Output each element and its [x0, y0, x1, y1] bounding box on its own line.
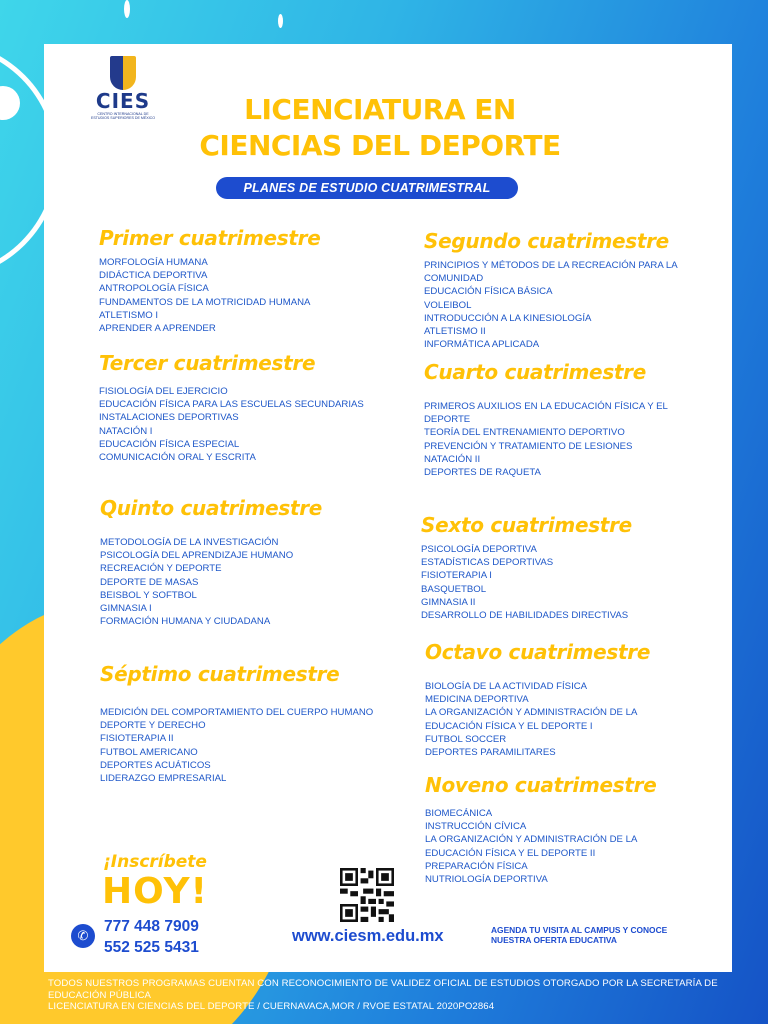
course-item: FISIOLOGÍA DEL EJERCICIO [99, 386, 228, 397]
semester-6 [421, 513, 691, 622]
course-item: FORMACIÓN HUMANA Y CIUDADANA [100, 616, 271, 628]
course-item: BEISBOL Y SOFTBOL [100, 589, 197, 601]
course-list [99, 256, 320, 335]
course-item: COMUNICACIÓN ORAL Y ESCRITA [99, 452, 256, 464]
semester-title: Primer cuatrimestre [99, 226, 321, 250]
course-list [425, 807, 695, 886]
semester-8 [425, 640, 695, 759]
semester-9 [425, 773, 695, 886]
course-item: INSTALACIONES DEPORTIVAS [99, 412, 239, 424]
course-item: LA ORGANIZACIÓN Y ADMINISTRACIÓN DE LA EDUCACIÓN FÍSICA Y EL DEPORTE I [425, 707, 637, 732]
course-item: METODOLOGÍA DE LA INVESTIGACIÓN [100, 537, 279, 548]
course-item: DIDÁCTICA DEPORTIVA [99, 270, 208, 282]
course-item: DEPORTES DE RAQUETA [424, 467, 541, 479]
course-item: PSICOLOGÍA DEL APRENDIZAJE HUMANO [100, 550, 294, 562]
course-item: EDUCACIÓN FÍSICA PARA LAS ESCUELAS SECUNDARIAS [99, 399, 364, 411]
course-item: RECREACIÓN Y DEPORTE [100, 563, 222, 575]
semester-title: Octavo cuatrimestre [425, 640, 651, 664]
course-item: ATLETISMO II [424, 326, 486, 338]
course-item: DESARROLLO DE HABILIDADES DIRECTIVAS [421, 610, 629, 622]
footer-accreditation: TODOS NUESTROS PROGRAMAS CUENTAN CON RECONOCIMIENTO DE VALIDEZ OFICIAL DE ESTUDIOS OTORGADO POR LA SECRETARÍA DE EDUCACIÓN PÚBLICA [48, 978, 718, 1001]
enroll-cta[interactable] [90, 852, 220, 912]
cta-line-2: HOY! [102, 871, 208, 912]
semester-title: Sexto cuatrimestre [421, 513, 632, 537]
course-item: MEDICIÓN DEL COMPORTAMIENTO DEL CUERPO HUMANO [100, 707, 374, 718]
page-title [160, 92, 600, 164]
course-item: MORFOLOGÍA HUMANA [99, 257, 208, 268]
course-item: PREVENCIÓN Y TRATAMIENTO DE LESIONES [424, 440, 633, 452]
footer [48, 978, 748, 1013]
semester-2 [424, 229, 694, 351]
course-list [424, 259, 694, 351]
course-item: VOLEIBOL [424, 299, 472, 311]
phone-number-2[interactable]: 552 525 5431 [104, 939, 199, 956]
semester-1 [99, 226, 320, 335]
course-item: DEPORTES PARAMILITARES [425, 747, 556, 759]
semester-4 [424, 360, 694, 479]
course-item: PRIMEROS AUXILIOS EN LA EDUCACIÓN FÍSICA Y EL DEPORTE [424, 401, 668, 426]
footer-program-info: LICENCIATURA EN CIENCIAS DEL DEPORTE / CUERNAVACA,MOR / RVOE ESTATAL 2020PO2864 [48, 1001, 495, 1012]
phone-icon: ✆ [71, 924, 95, 948]
course-item: PSICOLOGÍA DEPORTIVA [421, 544, 537, 555]
logo-name: CIES [95, 89, 151, 113]
course-item: APRENDER A APRENDER [99, 323, 216, 335]
decorative-splash [278, 14, 283, 28]
logo [88, 56, 158, 120]
course-list [425, 680, 695, 759]
qr-code-icon[interactable] [340, 868, 394, 922]
course-item: NUTRIOLOGÍA DEPORTIVA [425, 874, 548, 886]
course-list [424, 400, 694, 479]
semester-title: Segundo cuatrimestre [424, 229, 669, 253]
course-item: NATACIÓN I [99, 425, 153, 437]
semester-title: Noveno cuatrimestre [425, 773, 657, 797]
course-item: EDUCACIÓN FÍSICA ESPECIAL [99, 438, 240, 450]
course-item: INSTRUCCIÓN CÍVICA [425, 821, 527, 833]
course-item: FUTBOL SOCCER [425, 733, 507, 745]
study-plan-badge: PLANES DE ESTUDIO CUATRIMESTRAL [216, 177, 518, 199]
course-item: DEPORTES ACUÁTICOS [100, 759, 211, 771]
phone-numbers [104, 916, 199, 958]
course-item: PRINCIPIOS Y MÉTODOS DE LA RECREACIÓN PARA LA COMUNIDAD [424, 260, 678, 285]
course-item: FUNDAMENTOS DE LA MOTRICIDAD HUMANA [99, 296, 311, 308]
course-item: LA ORGANIZACIÓN Y ADMINISTRACIÓN DE LA EDUCACIÓN FÍSICA Y EL DEPORTE II [425, 834, 637, 859]
decorative-splash [124, 0, 130, 18]
semester-3 [99, 351, 364, 464]
title-line-1: LICENCIATURA EN [244, 93, 516, 126]
phone-number-1[interactable]: 777 448 7909 [104, 918, 199, 935]
visit-campus-text: AGENDA TU VISITA AL CAMPUS Y CONOCE NUESTRA OFERTA EDUCATIVA [491, 925, 668, 945]
course-item: EDUCACIÓN FÍSICA BÁSICA [424, 286, 553, 298]
semester-5 [100, 496, 322, 628]
course-item: ESTADÍSTICAS DEPORTIVAS [421, 557, 554, 569]
course-item: FISIOTERAPIA I [421, 570, 492, 582]
course-item: GIMNASIA II [421, 596, 476, 608]
course-list [100, 706, 373, 785]
course-item: DEPORTE Y DERECHO [100, 720, 206, 732]
course-item: DEPORTE DE MASAS [100, 576, 199, 588]
logo-subtitle: CENTRO INTERNACIONAL DE ESTUDIOS SUPERIORES DE MÉXICO [90, 112, 156, 120]
cta-line-1: ¡Inscríbete [103, 852, 207, 872]
course-item: GIMNASIA I [100, 603, 152, 615]
course-item: INFORMÁTICA APLICADA [424, 339, 540, 351]
course-item: NATACIÓN II [424, 453, 481, 465]
course-item: ANTROPOLOGÍA FÍSICA [99, 283, 209, 295]
semester-title: Séptimo cuatrimestre [100, 662, 340, 686]
course-item: BIOLOGÍA DE LA ACTIVIDAD FÍSICA [425, 681, 588, 692]
course-item: FISIOTERAPIA II [100, 733, 174, 745]
title-line-2: CIENCIAS DEL DEPORTE [199, 129, 561, 162]
course-item: BASQUETBOL [421, 583, 487, 595]
course-item: MEDICINA DEPORTIVA [425, 694, 529, 706]
course-item: INTRODUCCIÓN A LA KINESIOLOGÍA [424, 312, 592, 324]
course-item: FUTBOL AMERICANO [100, 746, 198, 758]
website-link[interactable]: www.ciesm.edu.mx [292, 927, 444, 945]
course-item: ATLETISMO I [99, 309, 158, 321]
semester-title: Tercer cuatrimestre [99, 351, 316, 375]
course-item: TEORÍA DEL ENTRENAMIENTO DEPORTIVO [424, 427, 625, 439]
course-item: LIDERAZGO EMPRESARIAL [100, 773, 227, 785]
semester-7 [100, 662, 373, 785]
semester-title: Cuarto cuatrimestre [424, 360, 647, 384]
course-item: BIOMECÁNICA [425, 808, 493, 819]
course-item: PREPARACIÓN FÍSICA [425, 860, 528, 872]
shield-icon [110, 56, 136, 90]
course-list [99, 385, 364, 464]
course-list [421, 543, 691, 622]
semester-title: Quinto cuatrimestre [100, 496, 323, 520]
course-list [100, 536, 322, 628]
